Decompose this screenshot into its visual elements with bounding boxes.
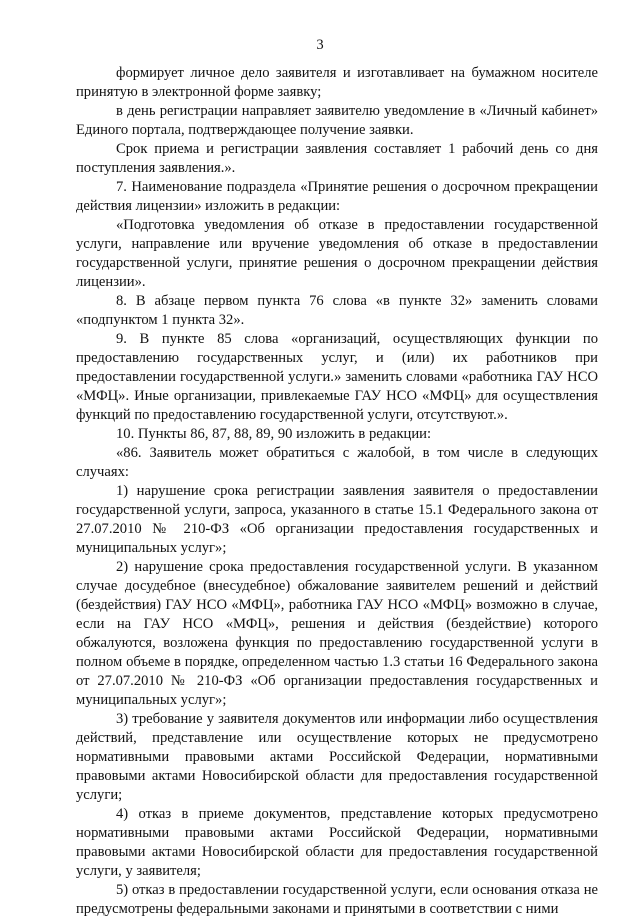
- paragraph-4: 7. Наименование подраздела «Принятие решения о досрочном прекращении действия лицензии» изложить в редакции:: [76, 179, 598, 214]
- paragraph-10: 1) нарушение срока регистрации заявления заявителя о предоставлении государственной услуги, запроса, указанного в статье 15.1 Федерального закона от 27.07.2010 № 210-ФЗ «Об организации предоставления государственных и муниципальных услуг»;: [76, 483, 598, 556]
- paragraph-7: 9. В пункте 85 слова «организаций, осуществляющих функции по предоставлению государственных услуг, и (или) их работников при предоставлении государственной услуги.» заменить словами «работника ГАУ НСО «МФЦ». Иные организации, привлекаемые ГАУ НСО «МФЦ» для осуществления функций по предоставлению государственной услуги, отсутствуют.».: [76, 331, 598, 423]
- paragraph-6: 8. В абзаце первом пункта 76 слова «в пункте 32» заменить словами «подпунктом 1 пункта 32».: [76, 293, 598, 328]
- paragraph-14: 5) отказ в предоставлении государственной услуги, если основания отказа не предусмотрены федеральными законами и принятыми в соответствии с ними: [76, 882, 598, 917]
- document-body: [76, 64, 598, 919]
- paragraph-12: 3) требование у заявителя документов или информации либо осуществления действий, представление или осуществление которых не предусмотрено нормативными правовыми актами Российской Федерации, нормативными правовыми актами Новосибирской области для предоставления государственной услуги;: [76, 711, 598, 803]
- paragraph-8: 10. Пункты 86, 87, 88, 89, 90 изложить в редакции:: [116, 426, 432, 442]
- paragraph-11: 2) нарушение срока предоставления государственной услуги. В указанном случае досудебное (внесудебное) обжалование заявителем решений и действий (бездействия) ГАУ НСО «МФЦ», работника ГАУ НСО «МФЦ» возможно в случае, если на ГАУ НСО «МФЦ», решения и действия (бездействие) которого обжалуются, возложена функция по предоставлению государственной услуги в полном объеме в порядке, определенном частью 1.3 статьи 16 Федерального закона от 27.07.2010 № 210-ФЗ «Об организации предоставления государственных и муниципальных услуг»;: [76, 559, 598, 708]
- page-number: 3: [316, 37, 324, 53]
- paragraph-2: в день регистрации направляет заявителю уведомление в «Личный кабинет» Единого портала, подтверждающее получение заявки.: [76, 103, 598, 138]
- paragraph-13: 4) отказ в приеме документов, представление которых предусмотрено нормативными правовыми актами Российской Федерации, нормативными правовыми актами Новосибирской области для предоставления государственной услуги, у заявителя;: [76, 806, 598, 879]
- paragraph-5: «Подготовка уведомления об отказе в предоставлении государственной услуги, направление или вручение уведомления об отказе в предоставлении государственной услуги, принятие решения о досрочном прекращении действия лицензии».: [76, 217, 598, 290]
- paragraph-9: «86. Заявитель может обратиться с жалобой, в том числе в следующих случаях:: [76, 445, 598, 480]
- paragraph-1: формирует личное дело заявителя и изготавливает на бумажном носителе принятую в электронной форме заявку;: [76, 65, 598, 100]
- paragraph-3: Срок приема и регистрации заявления составляет 1 рабочий день со дня поступления заявления.».: [76, 141, 598, 176]
